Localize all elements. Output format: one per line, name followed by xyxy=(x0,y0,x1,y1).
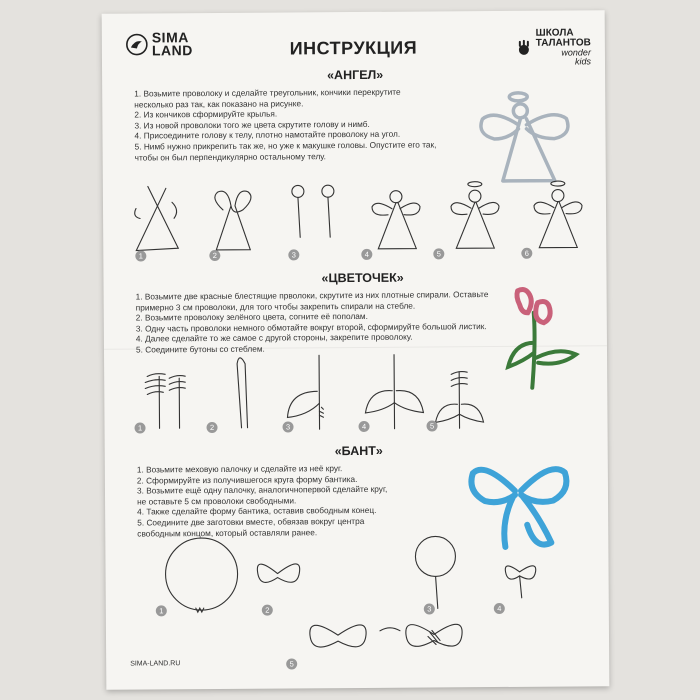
flower-step-badge: 5 xyxy=(426,420,437,431)
angel-section-title: «АНГЕЛ» xyxy=(327,67,384,83)
angel-step-badge: 3 xyxy=(288,249,299,260)
brand-line1: SIMA xyxy=(151,29,189,46)
angel-step-line: 2. Из кончиков сформируйте крылья. xyxy=(134,108,278,120)
bow-step-line: свободным концом, который оставляли ранее. xyxy=(137,526,318,539)
angel-diagrams xyxy=(128,175,584,258)
flower-step-line: примерно 3 см проволоки, для того чтобы закрепить спирали на стебле. xyxy=(135,300,416,313)
flower-diagrams xyxy=(129,346,480,433)
angel-step-badge: 6 xyxy=(521,248,532,259)
flower-step-line: 5. Соедините бутоны со стеблем. xyxy=(135,343,265,355)
school-line1: ШКОЛА xyxy=(535,27,574,39)
bow-step-line: 2. Сформируйте из получившегося круга форму бантика. xyxy=(136,473,358,486)
bow-step-badge: 4 xyxy=(494,603,505,614)
bow-step-line: 4. Также сделайте форму бантика, оставив свободным конец. xyxy=(137,505,377,517)
flower-step-badge: 1 xyxy=(135,422,146,433)
flower-step-line: 4. Далее сделайте то же самое с другой стороны, закрепите проволоку. xyxy=(135,331,413,344)
flower-photo xyxy=(504,282,585,393)
bow-section-title: «БАНТ» xyxy=(334,443,383,459)
bow-step-line: 1. Возьмите меховую палочку и сделайте из неё круг. xyxy=(136,463,343,475)
flower-step-badge: 4 xyxy=(358,421,369,432)
flower-step-line: 3. Одну часть проволоки немного обмотайте вокруг второй, сформируйте большой листик. xyxy=(135,320,487,334)
angel-step-badge: 1 xyxy=(135,250,146,261)
bow-step-badge: 3 xyxy=(424,603,435,614)
angel-steps xyxy=(134,86,495,163)
page-title: ИНСТРУКЦИЯ xyxy=(289,37,418,59)
angel-step-line: 1. Возьмите проволоку и сделайте треугольник, кончики перекрутите xyxy=(134,86,401,99)
angel-photo xyxy=(474,88,575,189)
bow-step-badge: 2 xyxy=(262,605,273,616)
angel-step-badge: 5 xyxy=(433,248,444,259)
bow-step-line: 5. Соедините две заготовки вместе, обвязав вокруг центра xyxy=(137,515,365,528)
flower-steps xyxy=(136,289,506,355)
instruction-sheet xyxy=(102,10,610,689)
angel-step-line: чтобы он был перпендикулярно остальному телу. xyxy=(134,150,326,163)
angel-step-badge: 4 xyxy=(361,249,372,260)
flower-section-title: «ЦВЕТОЧЕК» xyxy=(321,270,404,286)
flower-step-line: 2. Возьмите проволоку зелёного цвета, согните её пополам. xyxy=(135,311,368,323)
bow-step-line: не оставьте 5 см проволоки свободными. xyxy=(137,495,297,507)
angel-step-line: 3. Из новой проволоки того же цвета скрутите голову и нимб. xyxy=(134,118,370,131)
bow-step-line: 3. Возьмите ещё одну палочку, аналогичнопервой сделайте круг, xyxy=(136,483,388,496)
flower-step-badge: 3 xyxy=(282,421,293,432)
flower-step-line: 1. Возьмите две красные блестящие прволоки, скрутите из них плотные спирали. Оставьте xyxy=(135,289,489,302)
bow-diagrams xyxy=(143,536,544,659)
angel-step-line: 5. Нимб нужно прикрепить так же, но уже к макушке головы. Опустите его так, xyxy=(134,139,437,152)
school-line3: wonder xyxy=(561,47,591,58)
bow-steps xyxy=(137,462,468,538)
angel-step-line: несколько раз так, как показано на рисунке. xyxy=(134,97,304,110)
school-line4: kids xyxy=(574,56,592,67)
angel-step-line: 4. Присоедините голову к телу, плотно намотайте проволоку на угол. xyxy=(134,129,401,141)
flower-step-badge: 2 xyxy=(206,422,217,433)
bow-step-badge: 1 xyxy=(156,605,167,616)
angel-step-badge: 2 xyxy=(209,250,220,261)
school-line2: ТАЛАНТОВ xyxy=(535,37,591,49)
brand-line2: LAND xyxy=(151,42,193,59)
bow-step-badge: 5 xyxy=(286,658,297,669)
footer-url: SIMA-LAND.RU xyxy=(130,660,181,668)
